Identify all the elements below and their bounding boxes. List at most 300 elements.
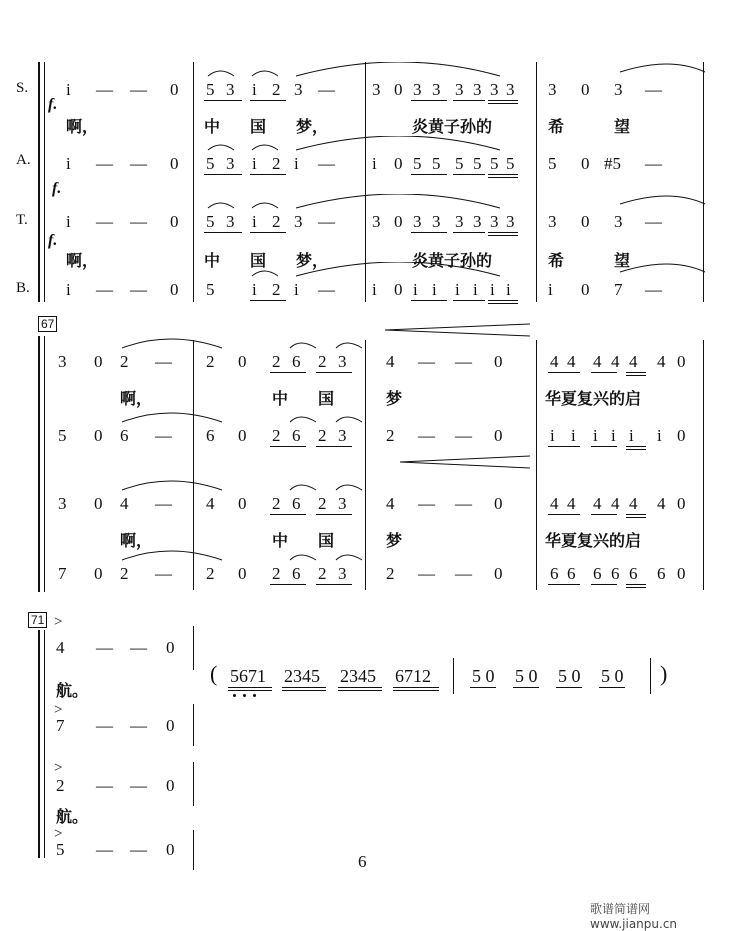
barline <box>650 658 651 694</box>
octave-dot <box>253 694 256 697</box>
note: 5 <box>548 154 557 173</box>
note: 3 <box>614 212 623 231</box>
dash: — <box>130 280 147 299</box>
note: i <box>66 80 71 99</box>
barline <box>193 704 194 746</box>
tie <box>122 413 222 422</box>
note: 4 <box>629 494 638 513</box>
slur <box>336 555 362 560</box>
lyric: 国 <box>250 251 267 270</box>
note: 5 <box>56 840 65 859</box>
lyric: 中 <box>272 389 289 408</box>
note: 3 <box>372 212 381 231</box>
rest: 0 <box>494 352 503 371</box>
dash: — <box>130 638 147 657</box>
dash: — <box>645 212 662 231</box>
rest: 0 <box>581 154 590 173</box>
rest: 0 <box>677 352 686 371</box>
note: 5 <box>58 426 67 445</box>
note: #5 <box>604 154 621 173</box>
lyric: 梦 <box>386 389 403 408</box>
note: i <box>593 426 598 445</box>
lyric: 梦， <box>296 117 329 136</box>
note: 6 <box>292 352 301 371</box>
lyric: 国 <box>250 117 267 136</box>
dash: — <box>130 840 147 859</box>
dash: — <box>418 426 435 445</box>
lyric: 望 <box>614 251 631 270</box>
note: 5 <box>506 154 515 173</box>
underline <box>316 446 352 447</box>
barline <box>193 762 194 806</box>
underline <box>316 514 352 515</box>
note: i <box>506 280 511 299</box>
note: 5 <box>206 212 215 231</box>
dynamic-mark: f. <box>48 232 58 249</box>
rest: 0 <box>170 154 179 173</box>
note: 4 <box>550 494 559 513</box>
underline <box>250 232 286 233</box>
note-group: 5 0 <box>601 666 624 686</box>
slurs <box>110 476 370 496</box>
note: 2 <box>272 154 281 173</box>
lyric: 中 <box>204 117 221 136</box>
note: 4 <box>56 638 65 657</box>
underline <box>556 687 582 688</box>
measure-number: 67 <box>38 316 57 332</box>
note: i <box>629 426 634 445</box>
slurs <box>200 194 710 214</box>
note: 2 <box>120 352 129 371</box>
system-barline-start <box>44 336 45 592</box>
lyric: 中 <box>204 251 221 270</box>
dash: — <box>96 638 113 657</box>
tie <box>122 339 222 348</box>
tie <box>296 194 500 208</box>
lyric: 梦， <box>296 251 329 270</box>
accent-mark: > <box>54 760 63 776</box>
tie <box>122 481 222 490</box>
note: 3 <box>455 212 464 231</box>
lyric: 希 <box>548 117 565 136</box>
underline <box>204 232 242 233</box>
note: 3 <box>432 212 441 231</box>
note: 3 <box>413 212 422 231</box>
underline <box>270 514 306 515</box>
slurs <box>110 546 370 566</box>
rest: 0 <box>170 280 179 299</box>
dash: — <box>155 426 172 445</box>
note: 3 <box>58 352 67 371</box>
note: 3 <box>473 212 482 231</box>
measure-number: 71 <box>28 612 47 628</box>
tie <box>620 196 705 204</box>
rest: 0 <box>677 564 686 583</box>
system-barline-start <box>44 62 45 302</box>
dash: — <box>130 154 147 173</box>
note: 4 <box>550 352 559 371</box>
voice-label-soprano: S. <box>16 80 29 96</box>
tie <box>296 262 500 276</box>
dynamic-mark: f. <box>52 180 62 197</box>
slurs <box>110 408 370 428</box>
slur <box>290 343 316 348</box>
slur <box>208 145 234 150</box>
note: 2 <box>318 564 327 583</box>
rest: 0 <box>170 80 179 99</box>
note: i <box>571 426 576 445</box>
dash: — <box>418 564 435 583</box>
lyric: 炎黄子孙的 <box>412 117 493 136</box>
note: i <box>550 426 555 445</box>
underline <box>599 687 625 688</box>
underline <box>393 687 439 688</box>
barline <box>193 62 194 302</box>
lyric: 航。 <box>56 681 89 700</box>
underline <box>270 372 306 373</box>
note: i <box>66 280 71 299</box>
dash: — <box>96 154 113 173</box>
note: 3 <box>614 80 623 99</box>
watermark: 歌谱简谱网 www.jianpu.cn <box>590 902 678 931</box>
underline <box>393 690 439 691</box>
slurs <box>200 136 710 156</box>
note: 3 <box>58 494 67 513</box>
tie <box>296 62 500 76</box>
note-group: 5 0 <box>558 666 581 686</box>
rest: 0 <box>677 426 686 445</box>
note: 3 <box>226 154 235 173</box>
note: 5 <box>206 80 215 99</box>
note: i <box>473 280 478 299</box>
lyric: 望 <box>614 117 631 136</box>
underline <box>626 372 646 373</box>
rest: 0 <box>94 352 103 371</box>
underline <box>591 514 617 515</box>
underline <box>488 103 518 104</box>
dynamic-mark: f. <box>48 96 58 113</box>
underline <box>411 174 447 175</box>
note: 6 <box>593 564 602 583</box>
note: i <box>252 80 257 99</box>
note: 2 <box>56 776 65 795</box>
underline <box>411 300 447 301</box>
slur <box>290 555 316 560</box>
lyric: 炎黄子孙的 <box>412 251 493 270</box>
rest: 0 <box>238 352 247 371</box>
underline <box>338 690 382 691</box>
note: 4 <box>593 494 602 513</box>
voice-label-tenor: T. <box>16 212 28 228</box>
note: 4 <box>567 352 576 371</box>
dash: — <box>130 776 147 795</box>
underline <box>228 687 272 688</box>
note: 4 <box>611 494 620 513</box>
lyric: 航。 <box>56 807 89 826</box>
dash: — <box>318 280 335 299</box>
note: 3 <box>413 80 422 99</box>
note: i <box>66 154 71 173</box>
note: 3 <box>226 80 235 99</box>
slurs <box>200 62 710 82</box>
underline <box>488 232 518 233</box>
octave-dot <box>243 694 246 697</box>
underline <box>548 584 580 585</box>
dash: — <box>155 564 172 583</box>
dash: — <box>130 80 147 99</box>
underline <box>548 446 580 447</box>
note: i <box>252 280 257 299</box>
note: 2 <box>272 212 281 231</box>
underline <box>488 300 518 301</box>
dash: — <box>96 212 113 231</box>
note-group: 2345 <box>340 666 376 686</box>
slur <box>290 485 316 490</box>
dash: — <box>96 776 113 795</box>
note: 3 <box>506 212 515 231</box>
rest: 0 <box>677 494 686 513</box>
accent-mark: > <box>54 702 63 718</box>
slur <box>252 71 278 76</box>
dash: — <box>645 80 662 99</box>
lyric: 啊， <box>66 251 99 270</box>
rest: 0 <box>394 280 403 299</box>
note: 3 <box>294 80 303 99</box>
rest: 0 <box>94 564 103 583</box>
crescendo-hairpin <box>400 454 535 470</box>
dash: — <box>418 352 435 371</box>
dash: — <box>130 716 147 735</box>
tie <box>620 64 705 72</box>
dash: — <box>455 494 472 513</box>
note: 2 <box>120 564 129 583</box>
underline <box>270 584 306 585</box>
note: i <box>252 212 257 231</box>
barline <box>193 626 194 670</box>
underline <box>626 446 646 447</box>
underline <box>488 100 518 101</box>
underline <box>626 584 646 585</box>
note: 5 <box>432 154 441 173</box>
underline <box>338 687 382 688</box>
rest: 0 <box>94 494 103 513</box>
note: i <box>372 280 377 299</box>
system-bracket <box>38 630 40 858</box>
dash: — <box>155 494 172 513</box>
underline <box>411 100 447 101</box>
note: 4 <box>629 352 638 371</box>
rest: 0 <box>166 638 175 657</box>
lyric: 希 <box>548 251 565 270</box>
note: 2 <box>272 80 281 99</box>
note: 6 <box>629 564 638 583</box>
rest: 0 <box>581 80 590 99</box>
dash: — <box>96 280 113 299</box>
note: 4 <box>567 494 576 513</box>
note: 5 <box>490 154 499 173</box>
lyric: 啊， <box>120 531 153 550</box>
note: 2 <box>272 494 281 513</box>
underline <box>316 584 352 585</box>
lyric: 梦 <box>386 531 403 550</box>
note: i <box>490 280 495 299</box>
barline-end <box>703 340 704 590</box>
underline <box>513 687 539 688</box>
open-paren: ( <box>210 661 218 686</box>
underline <box>488 303 518 304</box>
note: i <box>432 280 437 299</box>
note: 6 <box>292 494 301 513</box>
tie <box>620 264 705 272</box>
note: 3 <box>226 212 235 231</box>
underline <box>453 300 485 301</box>
note: 4 <box>593 352 602 371</box>
crescendo-hairpin <box>385 322 535 338</box>
underline <box>591 584 617 585</box>
rest: 0 <box>494 426 503 445</box>
note: 2 <box>386 564 395 583</box>
underline <box>453 174 485 175</box>
dash: — <box>318 154 335 173</box>
note: 6 <box>657 564 666 583</box>
underline <box>316 372 352 373</box>
note: i <box>657 426 662 445</box>
slur <box>252 145 278 150</box>
underline <box>250 300 286 301</box>
dash: — <box>455 564 472 583</box>
lyric: 华夏复兴的启 <box>545 389 642 408</box>
rest: 0 <box>94 426 103 445</box>
barline <box>193 830 194 870</box>
dash: — <box>318 80 335 99</box>
note: 5 <box>206 280 215 299</box>
note: 4 <box>206 494 215 513</box>
note: 6 <box>550 564 559 583</box>
slur <box>336 417 362 422</box>
note: 4 <box>386 494 395 513</box>
lyric: 中 <box>272 531 289 550</box>
rest: 0 <box>170 212 179 231</box>
note: 5 <box>473 154 482 173</box>
note: 2 <box>272 280 281 299</box>
underline <box>591 446 617 447</box>
note: 4 <box>657 494 666 513</box>
dash: — <box>318 212 335 231</box>
note: i <box>294 154 299 173</box>
note: i <box>548 280 553 299</box>
note: 2 <box>386 426 395 445</box>
underline <box>470 687 496 688</box>
note: 3 <box>455 80 464 99</box>
note: 6 <box>120 426 129 445</box>
note: 3 <box>490 80 499 99</box>
rest: 0 <box>494 494 503 513</box>
note: 6 <box>292 564 301 583</box>
voice-label-alto: A. <box>16 152 31 168</box>
underline <box>228 690 272 691</box>
lyric: 华夏复兴的启 <box>545 531 642 550</box>
underline <box>453 232 485 233</box>
rest: 0 <box>166 776 175 795</box>
dash: — <box>96 840 113 859</box>
note: 4 <box>120 494 129 513</box>
accent-mark: > <box>54 826 63 842</box>
voice-label-bass: B. <box>16 280 30 296</box>
note: 3 <box>338 564 347 583</box>
lyric: 啊， <box>120 389 153 408</box>
note: 7 <box>56 716 65 735</box>
note: 5 <box>206 154 215 173</box>
note: 3 <box>490 212 499 231</box>
note: 6 <box>292 426 301 445</box>
note-group: 2345 <box>284 666 320 686</box>
note-group: 6712 <box>395 666 431 686</box>
dash: — <box>155 352 172 371</box>
slurs <box>200 262 710 282</box>
slur <box>336 485 362 490</box>
barline <box>453 658 454 694</box>
page-number: 6 <box>358 852 367 871</box>
note: 2 <box>318 426 327 445</box>
note: 3 <box>548 80 557 99</box>
octave-dot <box>233 694 236 697</box>
underline <box>250 100 286 101</box>
note: 2 <box>272 564 281 583</box>
rest: 0 <box>394 154 403 173</box>
note: 3 <box>432 80 441 99</box>
dash: — <box>130 212 147 231</box>
underline <box>626 517 646 518</box>
note: 3 <box>338 494 347 513</box>
note: 3 <box>548 212 557 231</box>
slur <box>252 271 278 276</box>
note: i <box>372 154 377 173</box>
note: 3 <box>294 212 303 231</box>
rest: 0 <box>238 494 247 513</box>
slur <box>208 203 234 208</box>
tie <box>122 551 222 560</box>
note: 2 <box>272 352 281 371</box>
underline <box>488 177 518 178</box>
rest: 0 <box>166 840 175 859</box>
note: 7 <box>614 280 623 299</box>
barline <box>536 340 537 590</box>
system-bracket <box>38 336 40 592</box>
underline <box>626 514 646 515</box>
rest: 0 <box>494 564 503 583</box>
system-barline-start <box>44 630 45 858</box>
dash: — <box>418 494 435 513</box>
note: 7 <box>58 564 67 583</box>
note-group: 5 0 <box>472 666 495 686</box>
underline <box>453 100 485 101</box>
underline <box>548 372 580 373</box>
note: 4 <box>386 352 395 371</box>
note: 2 <box>272 426 281 445</box>
underline <box>626 587 646 588</box>
rest: 0 <box>581 212 590 231</box>
slur <box>290 417 316 422</box>
underline <box>204 174 242 175</box>
underline <box>548 514 580 515</box>
underline <box>250 174 286 175</box>
rest: 0 <box>166 716 175 735</box>
underline <box>282 690 326 691</box>
rest: 0 <box>581 280 590 299</box>
slur <box>208 71 234 76</box>
lyric: 国 <box>318 531 335 550</box>
note: 3 <box>338 352 347 371</box>
